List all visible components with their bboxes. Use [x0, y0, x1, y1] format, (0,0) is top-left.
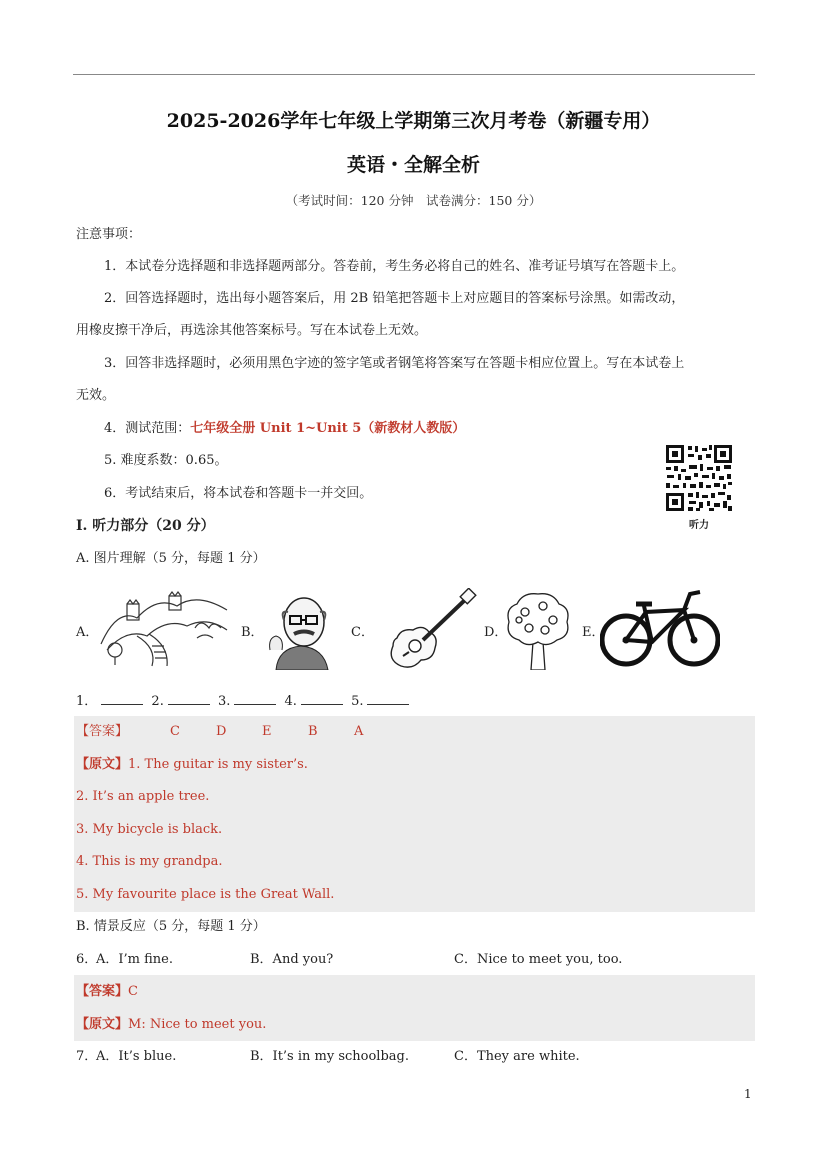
- blank-1-label: 1．: [76, 694, 98, 709]
- answer-label: 【答案】: [76, 724, 129, 739]
- question-6-option-a[interactable]: A．I’m fine.: [96, 952, 173, 967]
- test-scope: 七年级全册 Unit 1~Unit 5（新教材人教版）: [190, 421, 466, 436]
- blank-5-label: 5.: [351, 694, 364, 709]
- great-wall-picture: [97, 588, 231, 672]
- transcript-text-1: 1. The guitar is my sister’s.: [128, 757, 308, 772]
- q6-answer: C: [128, 984, 138, 999]
- part-a-heading: A. 图片理解（5 分，每题 1 分）: [76, 551, 266, 566]
- question-6-number: 6．: [76, 952, 98, 967]
- q6-answer-row: [76, 983, 138, 1001]
- blank-5[interactable]: [367, 692, 409, 705]
- transcript-line-3: 3. My bicycle is black.: [76, 822, 223, 837]
- option-a-label: A．: [76, 625, 99, 640]
- document-subtitle: 英语・全解全析: [346, 154, 480, 176]
- part-b-heading: B. 情景反应（5 分，每题 1 分）: [76, 919, 266, 934]
- note-item-2-line-2: 用橡皮擦干净后，再选涂其他答案标号。写在本试卷上无效。: [76, 323, 428, 338]
- question-7-option-b[interactable]: B．It’s in my schoolbag.: [250, 1049, 409, 1064]
- question-7-option-a[interactable]: A．It’s blue.: [96, 1049, 177, 1064]
- q6-transcript: M: Nice to meet you.: [128, 1017, 267, 1032]
- exam-info: （考试时间：120 分钟 试卷满分：150 分）: [285, 193, 542, 208]
- note-item-3-line-2: 无效。: [76, 388, 116, 403]
- guitar-picture: [383, 588, 477, 674]
- qr-caption: 听力: [689, 520, 709, 531]
- question-7-number: 7．: [76, 1049, 98, 1064]
- document-title: 2025-2026学年七年级上学期第三次月考卷（新疆专用）: [166, 110, 661, 132]
- answer-2: D: [216, 724, 227, 739]
- answer-4: B: [308, 724, 318, 739]
- note-item-2-line-1: 2．回答选择题时，选出每小题答案后，用 2B 铅笔把答题卡上对应题目的答案标号涂黑。如需改动，: [104, 291, 685, 306]
- transcript-line-4: 4. This is my grandpa.: [76, 854, 223, 869]
- transcript-label: 【原文】: [76, 757, 129, 772]
- bicycle-picture: [600, 588, 720, 674]
- notes-heading: 注意事项：: [76, 227, 142, 242]
- transcript-line-1: [76, 756, 308, 774]
- qr-code-icon[interactable]: [664, 443, 734, 513]
- answer-1: C: [170, 724, 180, 739]
- blank-3-label: 3.: [217, 694, 231, 709]
- transcript-line-5: 5. My favourite place is the Great Wall.: [76, 887, 335, 902]
- apple-tree-picture: [503, 590, 573, 674]
- grandpa-picture: [266, 590, 336, 674]
- question-6-option-b[interactable]: B．And you?: [250, 952, 334, 967]
- transcript-line-2: 2. It’s an apple tree.: [76, 789, 210, 804]
- blank-2-label: 2.: [151, 694, 164, 709]
- blank-1[interactable]: [101, 692, 143, 705]
- option-b-label: B．: [241, 625, 264, 640]
- option-e-label: E．: [582, 625, 605, 640]
- answer-5: A: [354, 724, 364, 739]
- answer-block-part-a: [74, 716, 755, 912]
- q6-answer-label: 【答案】: [76, 984, 129, 999]
- header-rule: [73, 74, 755, 75]
- blank-4[interactable]: [301, 692, 343, 705]
- note-item-4: [104, 420, 465, 438]
- note-item-3-line-1: 3．回答非选择题时，必须用黑色字迹的签字笔或者钢笔将答案写在答题卡相应位置上。写在本试卷上: [104, 356, 685, 371]
- q6-transcript-row: [76, 1016, 266, 1034]
- note-item-6: 6．考试结束后，将本试卷和答题卡一并交回。: [104, 486, 373, 501]
- blank-2[interactable]: [168, 692, 210, 705]
- note-item-4-label: 4．测试范围：: [104, 421, 191, 436]
- q6-transcript-label: 【原文】: [76, 1017, 129, 1032]
- section-1-heading: I. 听力部分（20 分）: [76, 518, 215, 534]
- option-d-label: D．: [484, 625, 508, 640]
- question-7-option-c[interactable]: C．They are white.: [454, 1049, 580, 1064]
- option-c-label: C．: [351, 625, 374, 640]
- answer-blanks-row: [76, 692, 413, 711]
- answer-3: E: [262, 724, 272, 739]
- note-item-5: 5. 难度系数：0.65。: [104, 453, 228, 468]
- blank-3[interactable]: [234, 692, 276, 705]
- question-6-option-c[interactable]: C．Nice to meet you, too.: [454, 952, 623, 967]
- page-number: 1: [744, 1087, 752, 1101]
- blank-4-label: 4.: [284, 694, 297, 709]
- answer-row-part-a: [76, 723, 128, 741]
- note-item-1: 1．本试卷分选择题和非选择题两部分。答卷前，考生务必将自己的姓名、准考证号填写在答题卡上。: [104, 259, 685, 274]
